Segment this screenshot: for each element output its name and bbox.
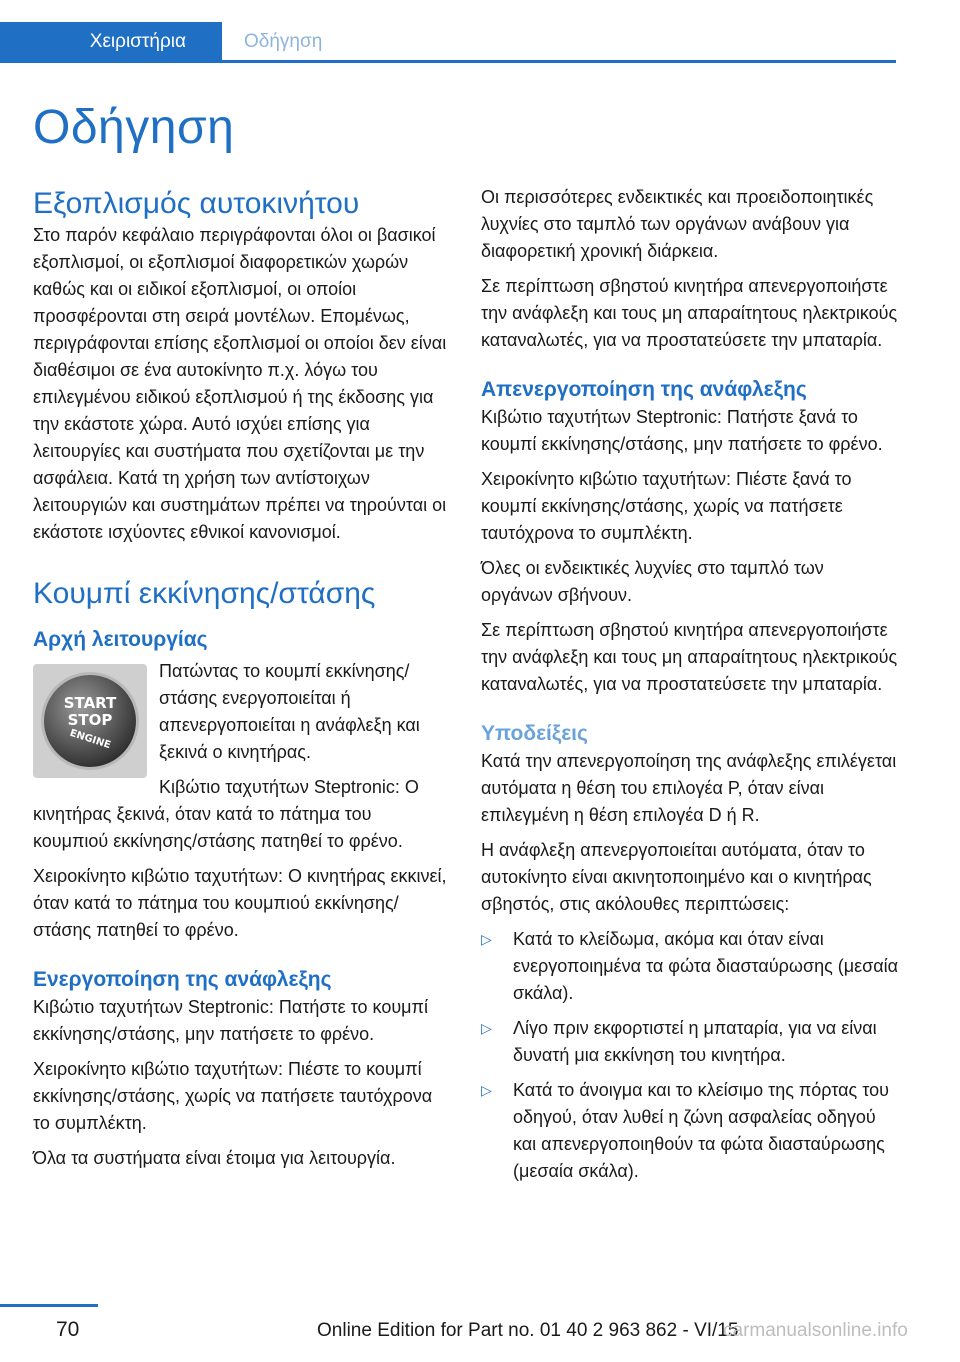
subsection-title-ignition-off: Απενεργοποίηση της ανάφλεξης bbox=[481, 378, 807, 401]
left-column bbox=[33, 186, 451, 1180]
section-title-equipment: Εξοπλισμός αυτοκινήτου bbox=[33, 187, 360, 220]
ignition-on-paragraph-3: Όλα τα συστήματα είναι έτοιμα για λειτουργία. bbox=[33, 1148, 396, 1168]
header bbox=[0, 0, 960, 62]
ignition-on-paragraph-1: Κιβώτιο ταχυτήτων Steptronic: Πατήστε το κουμπί εκκίνησης/στάσης, μην πατήσετε το φρένο. bbox=[33, 997, 428, 1044]
warning-lamps-paragraph: Οι περισσότερες ενδεικτικές και προειδοποιητικές λυχνίες στο ταμπλό των οργάνων ανάβουν για διαφορετική χρονική διάρκεια. bbox=[481, 187, 874, 261]
list-item: ▷ Κατά το κλείδωμα, ακόμα και όταν είναι ενεργοποιημένα τα φώτα διασταύρωσης (μεσαία σκάλα). bbox=[481, 926, 899, 1007]
ignition-off-paragraph-1: Κιβώτιο ταχυτήτων Steptronic: Πατήστε ξανά το κουμπί εκκίνησης/στάσης, μην πατήσετε το φρένο. bbox=[481, 407, 883, 454]
ignition-off-paragraph-2: Χειροκίνητο κιβώτιο ταχυτήτων: Πιέστε ξανά το κουμπί εκκίνησης/στάσης, χωρίς να πατήσετε ταυτόχρονα το συμπλέκτη. bbox=[481, 469, 852, 543]
knob-label-start: START bbox=[63, 693, 117, 712]
page-number: 70 bbox=[56, 1318, 80, 1341]
principle-paragraph-3: Χειροκίνητο κιβώτιο ταχυτήτων: Ο κινητήρας εκκινεί, όταν κατά το πάτημα του κουμπιού εκκίνησης/στάσης πατηθεί το φρένο. bbox=[33, 866, 447, 940]
section-title-start-stop: Κουμπί εκκίνησης/στάσης bbox=[33, 577, 376, 610]
principle-paragraph-1: Πατώντας το κουμπί εκκίνησης/στάσης ενεργοποιείται ή απενεργοποιείται η ανάφλεξη και ξεκινά ο κινητήρας. bbox=[159, 661, 420, 762]
tab-driving[interactable]: Οδήγηση bbox=[244, 31, 323, 52]
ignition-on-paragraph-2: Χειροκίνητο κιβώτιο ταχυτήτων: Πιέστε το κουμπί εκκίνησης/στάσης, χωρίς να πατήσετε ταυτόχρονα το συμπλέκτη. bbox=[33, 1059, 433, 1133]
ignition-off-paragraph-4: Σε περίπτωση σβηστού κινητήρα απενεργοποιήστε την ανάφλεξη και τους μη απαραίτητους ηλεκτρικούς καταναλωτές, για να προστατεύσετε την μπαταρία. bbox=[481, 620, 898, 694]
start-stop-button-image bbox=[33, 664, 147, 778]
header-divider bbox=[0, 60, 896, 63]
list-item: ▷ Λίγο πριν εκφορτιστεί η μπαταρία, για να είναι δυνατή μια εκκίνηση του κινητήρα. bbox=[481, 1015, 899, 1069]
subsection-title-ignition-on: Ενεργοποίηση της ανάφλεξης bbox=[33, 968, 332, 991]
knob-label-stop: STOP bbox=[67, 710, 113, 729]
subsection-title-principle: Αρχή λειτουργίας bbox=[33, 628, 208, 651]
tab-controls[interactable]: Χειριστήρια bbox=[0, 22, 222, 62]
edition-note: Online Edition for Part no. 01 40 2 963 862 - VI/15 bbox=[317, 1320, 739, 1341]
principle-paragraph-2: Κιβώτιο ταχυτήτων Steptronic: Ο κινητήρας ξεκινά, όταν κατά το πάτημα του κουμπιού εκκίνησης/στάσης πατηθεί το φρένο. bbox=[33, 777, 419, 851]
triangle-bullet-icon: ▷ bbox=[481, 1082, 492, 1098]
start-stop-knob bbox=[44, 675, 136, 767]
knob-label-engine: ENGINE bbox=[68, 727, 112, 751]
equipment-paragraph: Στο παρόν κεφάλαιο περιγράφονται όλοι οι βασικοί εξοπλισμοί, οι εξοπλισμοί διαφορετικών χωρών καθώς και οι ειδικοί εξοπλισμοί, οι οποίοι προσφέρονται στη σειρά μοντέλων. Επομένως, περιγράφονται επίσης εξοπλισμοί οι οποίοι δεν είναι διαθέσιμοι σε ένα αυτοκίνητο π.χ. λόγω του επιλεγμένου ειδικού εξοπλισμού ή της έκδοσης για την εκάστοτε χώρα. Αυτό ισχύει επίσης για λειτουργίες και συστήματα που σχετίζονται με την ασφάλεια. Κατά τη χρήση των αντίστοιχων λειτουργιών και συστημάτων πρέπει να τηρούνται οι εκάστοτε ισχύοντες εθνικοί κανονισμοί. bbox=[33, 225, 447, 542]
notes-paragraph-1: Κατά την απενεργοποίηση της ανάφλεξης επιλέγεται αυτόματα η θέση του επιλογέα P, όταν είναι επιλεγμένη η θέση επιλογέα D ή R. bbox=[481, 751, 897, 825]
right-column bbox=[481, 184, 899, 1193]
page-title: Οδήγηση bbox=[33, 101, 235, 154]
battery-paragraph: Σε περίπτωση σβηστού κινητήρα απενεργοποιήστε την ανάφλεξη και τους μη απαραίτητους ηλεκτρικούς καταναλωτές, για να προστατεύσετε την μπαταρία. bbox=[481, 276, 898, 350]
notes-paragraph-2: Η ανάφλεξη απενεργοποιείται αυτόματα, όταν το αυτοκίνητο είναι ακινητοποιημένο και ο κινητήρας σβηστός, στις ακόλουθες περιπτώσεις: bbox=[481, 840, 872, 914]
list-item: ▷ Κατά το άνοιγμα και το κλείσιμο της πόρτας του οδηγού, όταν λυθεί η ζώνη ασφαλείας οδηγού και απενεργοποιηθούν τα φώτα διασταύρωσης (μεσαία σκάλα). bbox=[481, 1077, 899, 1185]
watermark: carmanualsonline.info bbox=[723, 1320, 908, 1341]
footer-divider bbox=[0, 1304, 98, 1307]
triangle-bullet-icon: ▷ bbox=[481, 1020, 492, 1036]
subsection-title-notes: Υποδείξεις bbox=[481, 722, 588, 745]
auto-off-conditions-list bbox=[481, 926, 899, 1185]
ignition-off-paragraph-3: Όλες οι ενδεικτικές λυχνίες στο ταμπλό των οργάνων σβήνουν. bbox=[481, 558, 824, 605]
triangle-bullet-icon: ▷ bbox=[481, 931, 492, 947]
